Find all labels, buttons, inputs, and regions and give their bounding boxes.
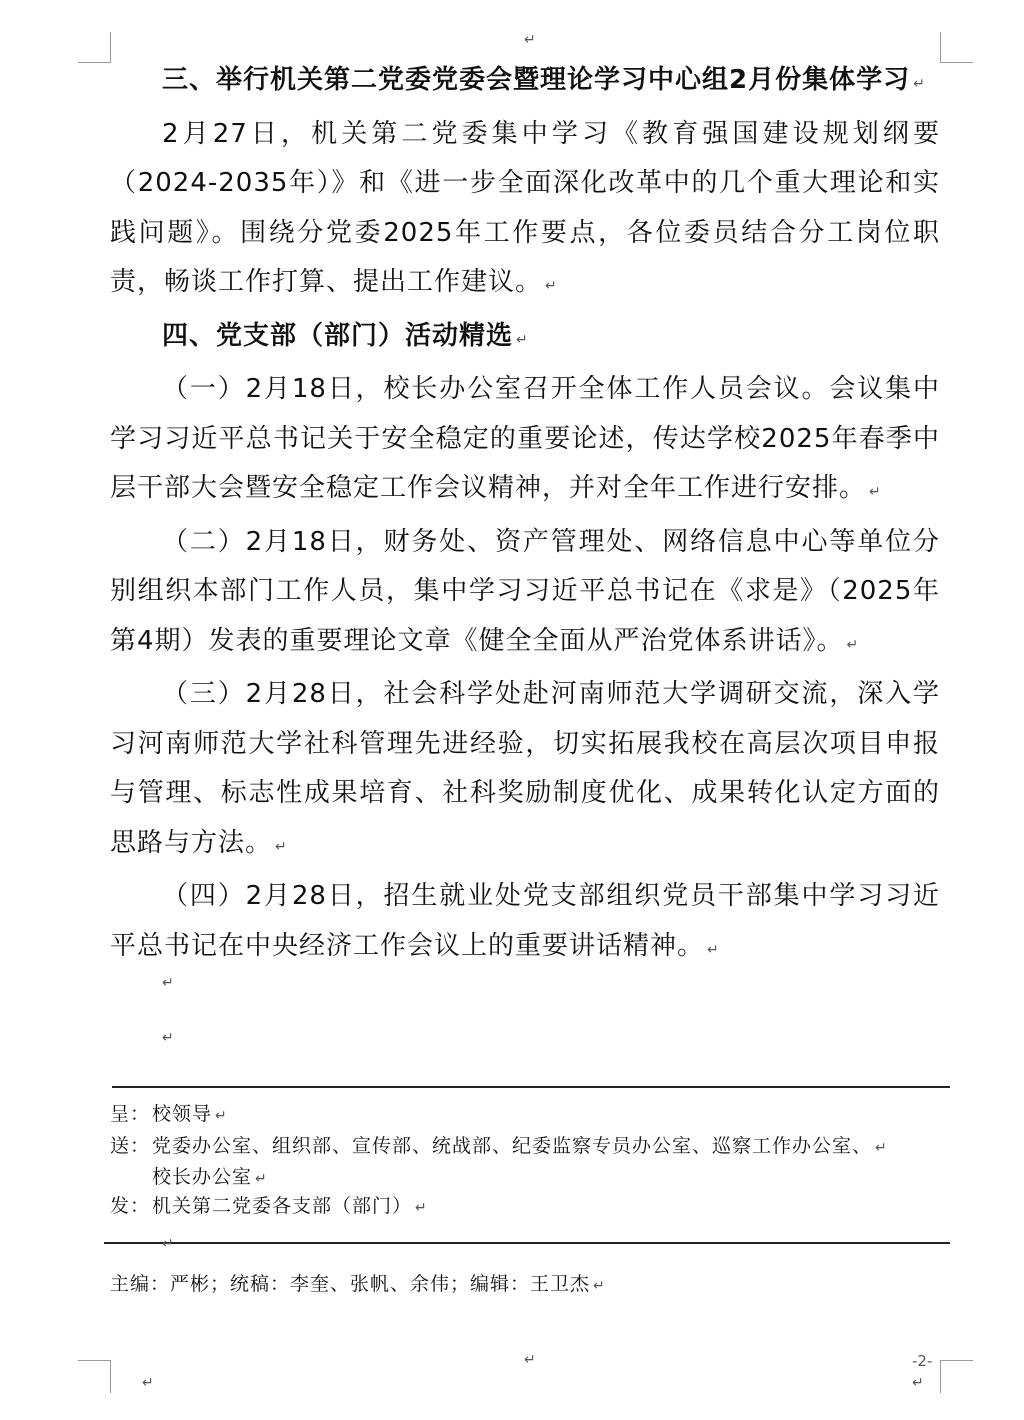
paragraph-mark-icon: ↵	[912, 1375, 924, 1391]
paragraph-mark-icon: ↵	[162, 975, 174, 991]
paragraph-mark-icon: ↵	[593, 1278, 606, 1294]
paragraph-mark-icon: ↵	[162, 1030, 174, 1046]
recipients-cheng: 呈： 校领导 ↵	[110, 1103, 228, 1125]
paragraph-mark-icon: ↵	[875, 1140, 888, 1156]
paragraph-mark-icon: ↵	[215, 1108, 228, 1124]
paragraph-mark-icon: ↵	[524, 1352, 536, 1368]
paragraph-mark-icon: ↵	[275, 838, 288, 855]
paragraph-mark-icon: ↵	[707, 941, 720, 958]
paragraph-mark-icon: ↵	[415, 1200, 428, 1216]
paragraph-mark-icon: ↵	[846, 636, 860, 653]
paragraph-mark-icon: ↵	[142, 1375, 154, 1391]
page-number: -2-	[912, 1352, 933, 1370]
paragraph-mark-icon: ↵	[545, 278, 558, 294]
section-heading-4: 四、党支部（部门）活动精选 ↵	[162, 320, 529, 351]
editors-line: 主编：严彬；统稿：李奎、张帆、余伟；编辑：王卫杰 ↵	[110, 1273, 606, 1295]
crop-mark-top-right	[940, 32, 973, 63]
list-item: （一）2月18日，校长办公室召开全体工作人员会议。会议集中学习习近平总书记关于安全稳定的重要论述，传达学校2025年春季中层干部大会暨安全稳定工作会议精神，并对全年工作进行安排。 ↵	[110, 374, 940, 503]
section-heading-3: 三、举行机关第二党委党委会暨理论学习中心组2月份集体学习 ↵	[162, 65, 926, 95]
paragraph-mark-icon: ↵	[162, 1236, 174, 1252]
crop-mark-bottom-right	[940, 1360, 973, 1393]
list-item: （三）2月28日，社会科学处赴河南师范大学调研交流，深入学习河南师范大学社科管理先进经验，切实拓展我校在高层次项目申报与管理、标志性成果培育、社科奖励制度优化、成果转化认定方面的思路与方法。 ↵	[110, 679, 940, 858]
divider	[112, 1086, 950, 1088]
recipients-fa: 发： 机关第二党委各支部（部门） ↵	[110, 1195, 428, 1217]
crop-mark-top-left	[78, 32, 111, 63]
divider	[104, 1242, 950, 1244]
paragraph-mark-icon: ↵	[516, 331, 529, 348]
crop-mark-bottom-left	[78, 1360, 111, 1393]
list-item: （二）2月18日，财务处、资产管理处、网络信息中心等单位分别组织本部门工作人员，集中学习习近平总书记在《求是》（2025年第4期）发表的重要理论文章《健全全面从严治党体系讲话》。 ↵	[110, 526, 940, 656]
paragraph: 2月27日，机关第二党委集中学习《教育强国建设规划纲要（2024-2035年）》和《进一步全面深化改革中的几个重大理论和实践问题》。围绕分党委2025年工作要点，各位委员结合分工岗位职责，畅谈工作打算、提出工作建议。 ↵	[110, 118, 940, 297]
paragraph-mark-icon: ↵	[524, 32, 536, 48]
paragraph-mark-icon: ↵	[255, 1171, 268, 1187]
recipients-song: 送： 党委办公室、组织部、宣传部、统战部、纪委监察专员办公室、巡察工作办公室、 ↵ 校长办公室 ↵	[110, 1135, 888, 1188]
paragraph-mark-icon: ↵	[869, 484, 882, 500]
paragraph-mark-icon: ↵	[913, 76, 926, 92]
list-item: （四）2月28日，招生就业处党支部组织党员干部集中学习习近平总书记在中央经济工作会议上的重要讲话精神。 ↵	[110, 881, 940, 961]
body-text	[110, 56, 940, 975]
